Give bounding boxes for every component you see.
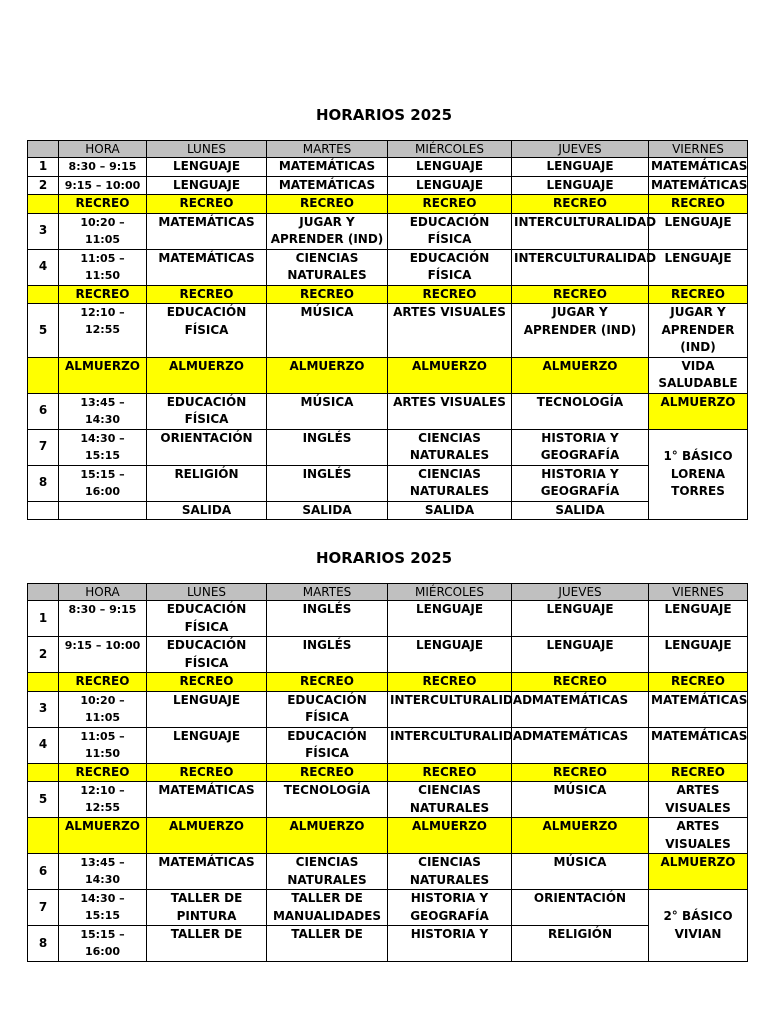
class-cell: CIENCIAS NATURALES xyxy=(388,854,512,890)
recreo-cell xyxy=(28,763,59,782)
class-cell: INTERCULTURALIDAD xyxy=(512,213,649,249)
class-cell: LENGUAJE xyxy=(649,637,748,673)
period-time: 9:15 – 10:00 xyxy=(59,637,147,673)
class-cell: VIDA SALUDABLE xyxy=(649,357,748,393)
salida-cell: SALIDA xyxy=(147,501,267,520)
recreo-cell: RECREO xyxy=(388,285,512,304)
recreo-cell: RECREO xyxy=(649,673,748,692)
period-number: 3 xyxy=(28,691,59,727)
class-cell: MÚSICA xyxy=(267,393,388,429)
class-cell: MATEMÁTICAS xyxy=(649,727,748,763)
class-cell: MATEMÁTICAS xyxy=(147,213,267,249)
almuerzo-cell xyxy=(28,818,59,854)
period-time: 9:15 – 10:00 xyxy=(59,176,147,195)
recreo-cell: RECREO xyxy=(147,763,267,782)
class-cell: EDUCACIÓN FÍSICA xyxy=(147,601,267,637)
header-cell-jueves: JUEVES xyxy=(512,584,649,601)
recreo-cell: RECREO xyxy=(267,763,388,782)
header-cell-viernes: VIERNES xyxy=(649,141,748,158)
almuerzo-cell: ALMUERZO xyxy=(147,357,267,393)
class-cell: MATEMÁTICAS xyxy=(147,854,267,890)
class-cell: ARTES VISUALES xyxy=(388,304,512,358)
class-cell: MATEMÁTICAS xyxy=(649,176,748,195)
class-cell: LENGUAJE xyxy=(388,601,512,637)
class-cell: EDUCACIÓN FÍSICA xyxy=(267,691,388,727)
recreo-cell: RECREO xyxy=(388,195,512,214)
class-cell: EDUCACIÓN FÍSICA xyxy=(267,727,388,763)
class-cell: LENGUAJE xyxy=(147,176,267,195)
header-cell-martes: MARTES xyxy=(267,584,388,601)
header-cell-hora: HORA xyxy=(59,141,147,158)
class-cell: MATEMÁTICAS xyxy=(267,158,388,177)
period-time: 8:30 – 9:15 xyxy=(59,158,147,177)
class-cell: LENGUAJE xyxy=(388,637,512,673)
class-cell: LENGUAJE xyxy=(147,158,267,177)
salida-cell: SALIDA xyxy=(512,501,649,520)
class-cell: ARTES VISUALES xyxy=(388,393,512,429)
header-cell-jueves: JUEVES xyxy=(512,141,649,158)
recreo-cell: RECREO xyxy=(512,763,649,782)
period-time: 8:30 – 9:15 xyxy=(59,601,147,637)
recreo-cell: RECREO xyxy=(649,195,748,214)
class-cell: ARTES VISUALES xyxy=(649,782,748,818)
almuerzo-cell: ALMUERZO xyxy=(267,357,388,393)
schedule-table-2 xyxy=(27,583,748,958)
header-cell-miercoles: MIÉRCOLES xyxy=(388,141,512,158)
empty-cell xyxy=(28,501,59,520)
period-time: 10:20 – 11:05 xyxy=(59,691,147,727)
class-cell: LENGUAJE xyxy=(512,637,649,673)
period-number: 8 xyxy=(28,926,59,962)
class-cell: LENGUAJE xyxy=(388,158,512,177)
class-cell: TECNOLOGÍA xyxy=(512,393,649,429)
class-cell: MÚSICA xyxy=(512,854,649,890)
recreo-cell xyxy=(28,673,59,692)
period-time: 10:20 – 11:05 xyxy=(59,213,147,249)
class-cell: LENGUAJE xyxy=(649,249,748,285)
period-number: 1 xyxy=(28,158,59,177)
period-time: 14:30 – 15:15 xyxy=(59,890,147,926)
recreo-cell: RECREO xyxy=(649,763,748,782)
recreo-cell: RECREO xyxy=(59,285,147,304)
class-cell: LENGUAJE xyxy=(649,213,748,249)
recreo-cell xyxy=(28,285,59,304)
almuerzo-cell: ALMUERZO xyxy=(649,854,748,890)
header-cell-miercoles: MIÉRCOLES xyxy=(388,584,512,601)
class-cell: TALLER DE PINTURA xyxy=(147,890,267,926)
class-cell: INGLÉS xyxy=(267,637,388,673)
almuerzo-cell: ALMUERZO xyxy=(388,357,512,393)
class-cell: INTERCULTURALIDAD xyxy=(512,249,649,285)
period-time: 11:05 – 11:50 xyxy=(59,727,147,763)
recreo-cell: RECREO xyxy=(59,763,147,782)
almuerzo-cell: ALMUERZO xyxy=(649,393,748,429)
class-cell: ORIENTACIÓN xyxy=(512,890,649,926)
recreo-cell: RECREO xyxy=(147,285,267,304)
header-cell-hora: HORA xyxy=(59,584,147,601)
class-cell: HISTORIA Y xyxy=(388,926,512,962)
schedule-title: HORARIOS 2025 xyxy=(315,106,453,124)
recreo-cell: RECREO xyxy=(267,195,388,214)
class-cell: INGLÉS xyxy=(267,601,388,637)
class-cell: TALLER DE MANUALIDADES xyxy=(267,890,388,926)
almuerzo-cell: ALMUERZO xyxy=(512,818,649,854)
period-time: 14:30 – 15:15 xyxy=(59,429,147,465)
class-cell: HISTORIA Y GEOGRAFÍA xyxy=(512,465,649,501)
period-time: 12:10 – 12:55 xyxy=(59,782,147,818)
class-cell: LENGUAJE xyxy=(512,601,649,637)
period-number: 7 xyxy=(28,890,59,926)
class-cell: LENGUAJE xyxy=(388,176,512,195)
header-cell-martes: MARTES xyxy=(267,141,388,158)
recreo-cell: RECREO xyxy=(512,285,649,304)
class-cell: CIENCIAS NATURALES xyxy=(267,249,388,285)
period-number: 5 xyxy=(28,782,59,818)
class-cell: MATEMÁTICAS xyxy=(512,691,649,727)
period-number: 1 xyxy=(28,601,59,637)
class-cell: ARTES VISUALES xyxy=(649,818,748,854)
period-number: 3 xyxy=(28,213,59,249)
class-cell: EDUCACIÓN FÍSICA xyxy=(388,249,512,285)
class-cell: CIENCIAS NATURALES xyxy=(388,429,512,465)
class-cell: CIENCIAS NATURALES xyxy=(388,782,512,818)
almuerzo-cell: ALMUERZO xyxy=(267,818,388,854)
empty-cell xyxy=(59,501,147,520)
header-cell-lunes: LUNES xyxy=(147,141,267,158)
salida-cell: SALIDA xyxy=(267,501,388,520)
period-number: 2 xyxy=(28,637,59,673)
period-time: 12:10 – 12:55 xyxy=(59,304,147,358)
salida-cell: SALIDA xyxy=(388,501,512,520)
class-cell: MÚSICA xyxy=(267,304,388,358)
class-cell: MATEMÁTICAS xyxy=(649,691,748,727)
header-cell-viernes: VIERNES xyxy=(649,584,748,601)
recreo-cell xyxy=(28,195,59,214)
class-cell: MATEMÁTICAS xyxy=(147,782,267,818)
class-cell: TECNOLOGÍA xyxy=(267,782,388,818)
almuerzo-cell xyxy=(28,357,59,393)
class-cell: ORIENTACIÓN xyxy=(147,429,267,465)
almuerzo-cell: ALMUERZO xyxy=(59,818,147,854)
class-cell: EDUCACIÓN FÍSICA xyxy=(388,213,512,249)
class-cell: EDUCACIÓN FÍSICA xyxy=(147,393,267,429)
period-number: 6 xyxy=(28,393,59,429)
period-time: 13:45 – 14:30 xyxy=(59,393,147,429)
class-cell: EDUCACIÓN FÍSICA xyxy=(147,637,267,673)
header-cell-blank xyxy=(28,141,59,158)
recreo-cell: RECREO xyxy=(512,673,649,692)
class-cell: TALLER DE xyxy=(147,926,267,962)
class-cell: INGLÉS xyxy=(267,465,388,501)
period-number: 2 xyxy=(28,176,59,195)
period-number: 4 xyxy=(28,727,59,763)
almuerzo-cell: ALMUERZO xyxy=(388,818,512,854)
recreo-cell: RECREO xyxy=(388,673,512,692)
recreo-cell: RECREO xyxy=(147,195,267,214)
class-cell: INTERCULTURALIDAD xyxy=(388,691,512,727)
recreo-cell: RECREO xyxy=(388,763,512,782)
period-time: 15:15 – 16:00 xyxy=(59,465,147,501)
header-cell-blank xyxy=(28,584,59,601)
class-cell: RELIGIÓN xyxy=(147,465,267,501)
recreo-cell: RECREO xyxy=(267,673,388,692)
class-cell: LENGUAJE xyxy=(147,727,267,763)
class-cell: LENGUAJE xyxy=(147,691,267,727)
class-cell: LENGUAJE xyxy=(512,158,649,177)
period-number: 4 xyxy=(28,249,59,285)
class-teacher-note: 1° BÁSICO LORENA TORRES xyxy=(649,429,748,520)
class-cell: INGLÉS xyxy=(267,429,388,465)
class-cell: MÚSICA xyxy=(512,782,649,818)
recreo-cell: RECREO xyxy=(649,285,748,304)
class-cell: MATEMÁTICAS xyxy=(267,176,388,195)
period-number: 7 xyxy=(28,429,59,465)
period-number: 5 xyxy=(28,304,59,358)
recreo-cell: RECREO xyxy=(512,195,649,214)
class-cell: RELIGIÓN xyxy=(512,926,649,962)
class-cell: HISTORIA Y GEOGRAFÍA xyxy=(388,890,512,926)
class-cell: JUGAR Y APRENDER (IND) xyxy=(649,304,748,358)
class-cell: TALLER DE xyxy=(267,926,388,962)
almuerzo-cell: ALMUERZO xyxy=(512,357,649,393)
recreo-cell: RECREO xyxy=(147,673,267,692)
header-cell-lunes: LUNES xyxy=(147,584,267,601)
class-cell: JUGAR Y APRENDER (IND) xyxy=(267,213,388,249)
class-cell: MATEMÁTICAS xyxy=(512,727,649,763)
period-time: 13:45 – 14:30 xyxy=(59,854,147,890)
recreo-cell: RECREO xyxy=(59,673,147,692)
schedule-table-1 xyxy=(27,140,747,520)
class-cell: INTERCULTURALIDAD xyxy=(388,727,512,763)
almuerzo-cell: ALMUERZO xyxy=(147,818,267,854)
period-number: 6 xyxy=(28,854,59,890)
class-cell: HISTORIA Y GEOGRAFÍA xyxy=(512,429,649,465)
period-number: 8 xyxy=(28,465,59,501)
schedule-title: HORARIOS 2025 xyxy=(315,549,453,567)
class-cell: EDUCACIÓN FÍSICA xyxy=(147,304,267,358)
recreo-cell: RECREO xyxy=(59,195,147,214)
class-cell: LENGUAJE xyxy=(512,176,649,195)
class-cell: MATEMÁTICAS xyxy=(147,249,267,285)
almuerzo-cell: ALMUERZO xyxy=(59,357,147,393)
class-cell: LENGUAJE xyxy=(649,601,748,637)
class-cell: CIENCIAS NATURALES xyxy=(267,854,388,890)
class-cell: CIENCIAS NATURALES xyxy=(388,465,512,501)
period-time: 11:05 – 11:50 xyxy=(59,249,147,285)
class-teacher-note: 2° BÁSICO VIVIAN xyxy=(649,890,748,962)
period-time: 15:15 – 16:00 xyxy=(59,926,147,962)
class-cell: JUGAR Y APRENDER (IND) xyxy=(512,304,649,358)
recreo-cell: RECREO xyxy=(267,285,388,304)
class-cell: MATEMÁTICAS xyxy=(649,158,748,177)
